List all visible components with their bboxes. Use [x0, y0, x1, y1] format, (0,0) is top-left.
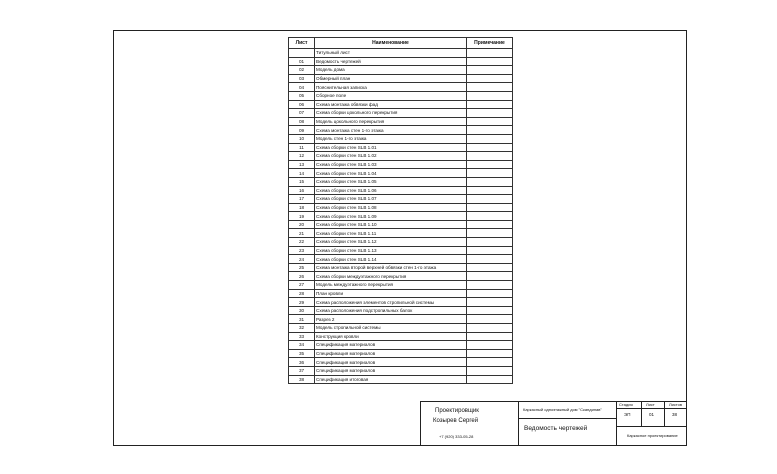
- row-sheet-number: 12: [289, 152, 315, 161]
- row-drawing-name: Модель междуэтажного перекрытия: [315, 281, 467, 290]
- row-drawing-name: Схема сборки стен SLB 1.06: [315, 186, 467, 195]
- table-row: [289, 212, 513, 221]
- row-drawing-name: Схема сборки стен SLB 1.04: [315, 169, 467, 178]
- row-sheet-number: 24: [289, 255, 315, 264]
- sheets-value: 38: [672, 412, 678, 417]
- table-row: [289, 324, 513, 333]
- row-note: [467, 134, 513, 143]
- row-note: [467, 160, 513, 169]
- row-sheet-number: 09: [289, 126, 315, 135]
- row-drawing-name: Схема расположения подстропильных балок: [315, 306, 467, 315]
- row-sheet-number: 05: [289, 91, 315, 100]
- row-drawing-name: Модель цокольного перекрытия: [315, 117, 467, 126]
- row-sheet-number: 29: [289, 298, 315, 307]
- table-row: [289, 117, 513, 126]
- row-note: [467, 281, 513, 290]
- table-row: [289, 49, 513, 58]
- row-drawing-name: Спецификация материалов: [315, 349, 467, 358]
- table-header-row: [289, 38, 513, 49]
- row-note: [467, 186, 513, 195]
- row-note: [467, 306, 513, 315]
- row-note: [467, 358, 513, 367]
- row-drawing-name: Схема сборки стен SLB 1.07: [315, 195, 467, 204]
- organization: Каркасное проектирование: [627, 433, 678, 438]
- table-row: [289, 375, 513, 384]
- row-drawing-name: Схема сборки стен SLB 1.08: [315, 203, 467, 212]
- row-note: [467, 289, 513, 298]
- table-row: [289, 186, 513, 195]
- stage-label: Стадия: [619, 402, 633, 407]
- sheet-title: Ведомость чертежей: [524, 425, 588, 432]
- row-drawing-name: Конструкция кровли: [315, 332, 467, 341]
- row-drawing-name: Схема сборки стен SLB 1.01: [315, 143, 467, 152]
- row-sheet-number: [289, 49, 315, 58]
- row-note: [467, 263, 513, 272]
- row-sheet-number: 08: [289, 117, 315, 126]
- row-drawing-name: Схема сборки стен SLB 1.10: [315, 220, 467, 229]
- designer-name: Козырев Сергей: [433, 418, 479, 424]
- row-sheet-number: 20: [289, 220, 315, 229]
- sheet-label: Лист: [646, 402, 655, 407]
- table-row: [289, 229, 513, 238]
- row-sheet-number: 14: [289, 169, 315, 178]
- row-note: [467, 272, 513, 281]
- row-drawing-name: Сборное поле: [315, 91, 467, 100]
- table-row: [289, 238, 513, 247]
- row-note: [467, 57, 513, 66]
- row-note: [467, 117, 513, 126]
- row-drawing-name: Схема сборки стен SLB 1.03: [315, 160, 467, 169]
- row-note: [467, 229, 513, 238]
- designer-phone: +7 (920) 333-05-28: [439, 434, 474, 439]
- table-row: [289, 341, 513, 350]
- row-drawing-name: Схема монтажа стен 1-го этажа: [315, 126, 467, 135]
- row-sheet-number: 07: [289, 109, 315, 118]
- row-drawing-name: Спецификация итоговая: [315, 375, 467, 384]
- table-row: [289, 83, 513, 92]
- drawings-list-table: [288, 37, 513, 384]
- row-note: [467, 143, 513, 152]
- row-sheet-number: 22: [289, 238, 315, 247]
- header-sheet: Лист: [289, 38, 315, 49]
- row-note: [467, 375, 513, 384]
- table-row: [289, 272, 513, 281]
- table-row: [289, 134, 513, 143]
- row-drawing-name: Спецификация материалов: [315, 358, 467, 367]
- row-sheet-number: 11: [289, 143, 315, 152]
- table-row: [289, 109, 513, 118]
- row-note: [467, 332, 513, 341]
- row-drawing-name: Разрез 2: [315, 315, 467, 324]
- row-sheet-number: 13: [289, 160, 315, 169]
- row-drawing-name: Модель дома: [315, 66, 467, 75]
- row-drawing-name: Схема сборки цокольного перекрытия: [315, 109, 467, 118]
- row-drawing-name: Схема сборки стен SLB 1.05: [315, 177, 467, 186]
- table-row: [289, 126, 513, 135]
- row-note: [467, 91, 513, 100]
- row-drawing-name: План кровли: [315, 289, 467, 298]
- table-row: [289, 358, 513, 367]
- table-row: [289, 160, 513, 169]
- table-row: [289, 195, 513, 204]
- row-note: [467, 74, 513, 83]
- row-sheet-number: 15: [289, 177, 315, 186]
- table-row: [289, 152, 513, 161]
- row-drawing-name: Схема сборки междуэтажного перекрытия: [315, 272, 467, 281]
- table-row: [289, 315, 513, 324]
- table-row: [289, 143, 513, 152]
- row-note: [467, 298, 513, 307]
- row-note: [467, 349, 513, 358]
- table-row: [289, 74, 513, 83]
- row-note: [467, 109, 513, 118]
- row-note: [467, 255, 513, 264]
- row-drawing-name: Модель стен 1-го этажа: [315, 134, 467, 143]
- row-note: [467, 83, 513, 92]
- row-note: [467, 315, 513, 324]
- table-row: [289, 177, 513, 186]
- row-sheet-number: 38: [289, 375, 315, 384]
- row-drawing-name: Модель стропильной системы: [315, 324, 467, 333]
- row-sheet-number: 01: [289, 57, 315, 66]
- row-sheet-number: 32: [289, 324, 315, 333]
- row-sheet-number: 26: [289, 272, 315, 281]
- row-sheet-number: 17: [289, 195, 315, 204]
- row-sheet-number: 35: [289, 349, 315, 358]
- designer-role: Проектировщик: [435, 408, 479, 414]
- row-drawing-name: Схема монтажа второй верхней обвязки стен 1-го этажа: [315, 263, 467, 272]
- row-sheet-number: 16: [289, 186, 315, 195]
- table-row: [289, 220, 513, 229]
- row-sheet-number: 33: [289, 332, 315, 341]
- row-sheet-number: 02: [289, 66, 315, 75]
- sheet-value: 01: [649, 412, 655, 417]
- row-note: [467, 49, 513, 58]
- row-sheet-number: 25: [289, 263, 315, 272]
- row-sheet-number: 23: [289, 246, 315, 255]
- title-block: [420, 401, 687, 446]
- header-name: Наименование: [315, 38, 467, 49]
- row-note: [467, 341, 513, 350]
- row-sheet-number: 18: [289, 203, 315, 212]
- table-row: [289, 349, 513, 358]
- row-note: [467, 212, 513, 221]
- row-drawing-name: Схема расположения элементов стропильной системы: [315, 298, 467, 307]
- row-sheet-number: 37: [289, 366, 315, 375]
- row-note: [467, 126, 513, 135]
- row-note: [467, 246, 513, 255]
- row-sheet-number: 28: [289, 289, 315, 298]
- stage-value: ЭП: [624, 412, 631, 417]
- table-row: [289, 298, 513, 307]
- row-note: [467, 324, 513, 333]
- table-row: [289, 263, 513, 272]
- table-row: [289, 246, 513, 255]
- row-sheet-number: 06: [289, 100, 315, 109]
- sheets-label: Листов: [669, 402, 682, 407]
- row-note: [467, 220, 513, 229]
- row-note: [467, 238, 513, 247]
- row-sheet-number: 31: [289, 315, 315, 324]
- table-row: [289, 289, 513, 298]
- table-row: [289, 281, 513, 290]
- row-drawing-name: Спецификация материалов: [315, 366, 467, 375]
- row-sheet-number: 27: [289, 281, 315, 290]
- row-drawing-name: Спецификация материалов: [315, 341, 467, 350]
- row-sheet-number: 34: [289, 341, 315, 350]
- table-row: [289, 306, 513, 315]
- row-drawing-name: Схема сборки стен SLB 1.09: [315, 212, 467, 221]
- table-row: [289, 255, 513, 264]
- table-row: [289, 169, 513, 178]
- row-drawing-name: Схема монтажа обвязки фад: [315, 100, 467, 109]
- header-note: Примечание: [467, 38, 513, 49]
- row-sheet-number: 03: [289, 74, 315, 83]
- row-drawing-name: Пояснительная записка: [315, 83, 467, 92]
- row-sheet-number: 30: [289, 306, 315, 315]
- row-drawing-name: Титульный лист: [315, 49, 467, 58]
- row-note: [467, 169, 513, 178]
- row-sheet-number: 10: [289, 134, 315, 143]
- table-row: [289, 366, 513, 375]
- project-name: Каркасный одноэтажный дом "Скандинав": [523, 407, 602, 412]
- row-note: [467, 177, 513, 186]
- row-sheet-number: 04: [289, 83, 315, 92]
- row-note: [467, 195, 513, 204]
- row-drawing-name: Схема сборки стен SLB 1.13: [315, 246, 467, 255]
- row-sheet-number: 21: [289, 229, 315, 238]
- row-drawing-name: Схема сборки стен SLB 1.11: [315, 229, 467, 238]
- row-drawing-name: Схема сборки стен SLB 1.02: [315, 152, 467, 161]
- table-row: [289, 66, 513, 75]
- row-drawing-name: Схема сборки стен SLB 1.12: [315, 238, 467, 247]
- row-sheet-number: 19: [289, 212, 315, 221]
- table-row: [289, 100, 513, 109]
- table-row: [289, 91, 513, 100]
- row-drawing-name: Схема сборки стен SLB 1.14: [315, 255, 467, 264]
- row-note: [467, 66, 513, 75]
- row-sheet-number: 36: [289, 358, 315, 367]
- table-row: [289, 332, 513, 341]
- table-row: [289, 57, 513, 66]
- row-drawing-name: Обмерный план: [315, 74, 467, 83]
- row-drawing-name: Ведомость чертежей: [315, 57, 467, 66]
- row-note: [467, 100, 513, 109]
- table-row: [289, 203, 513, 212]
- row-note: [467, 366, 513, 375]
- row-note: [467, 152, 513, 161]
- row-note: [467, 203, 513, 212]
